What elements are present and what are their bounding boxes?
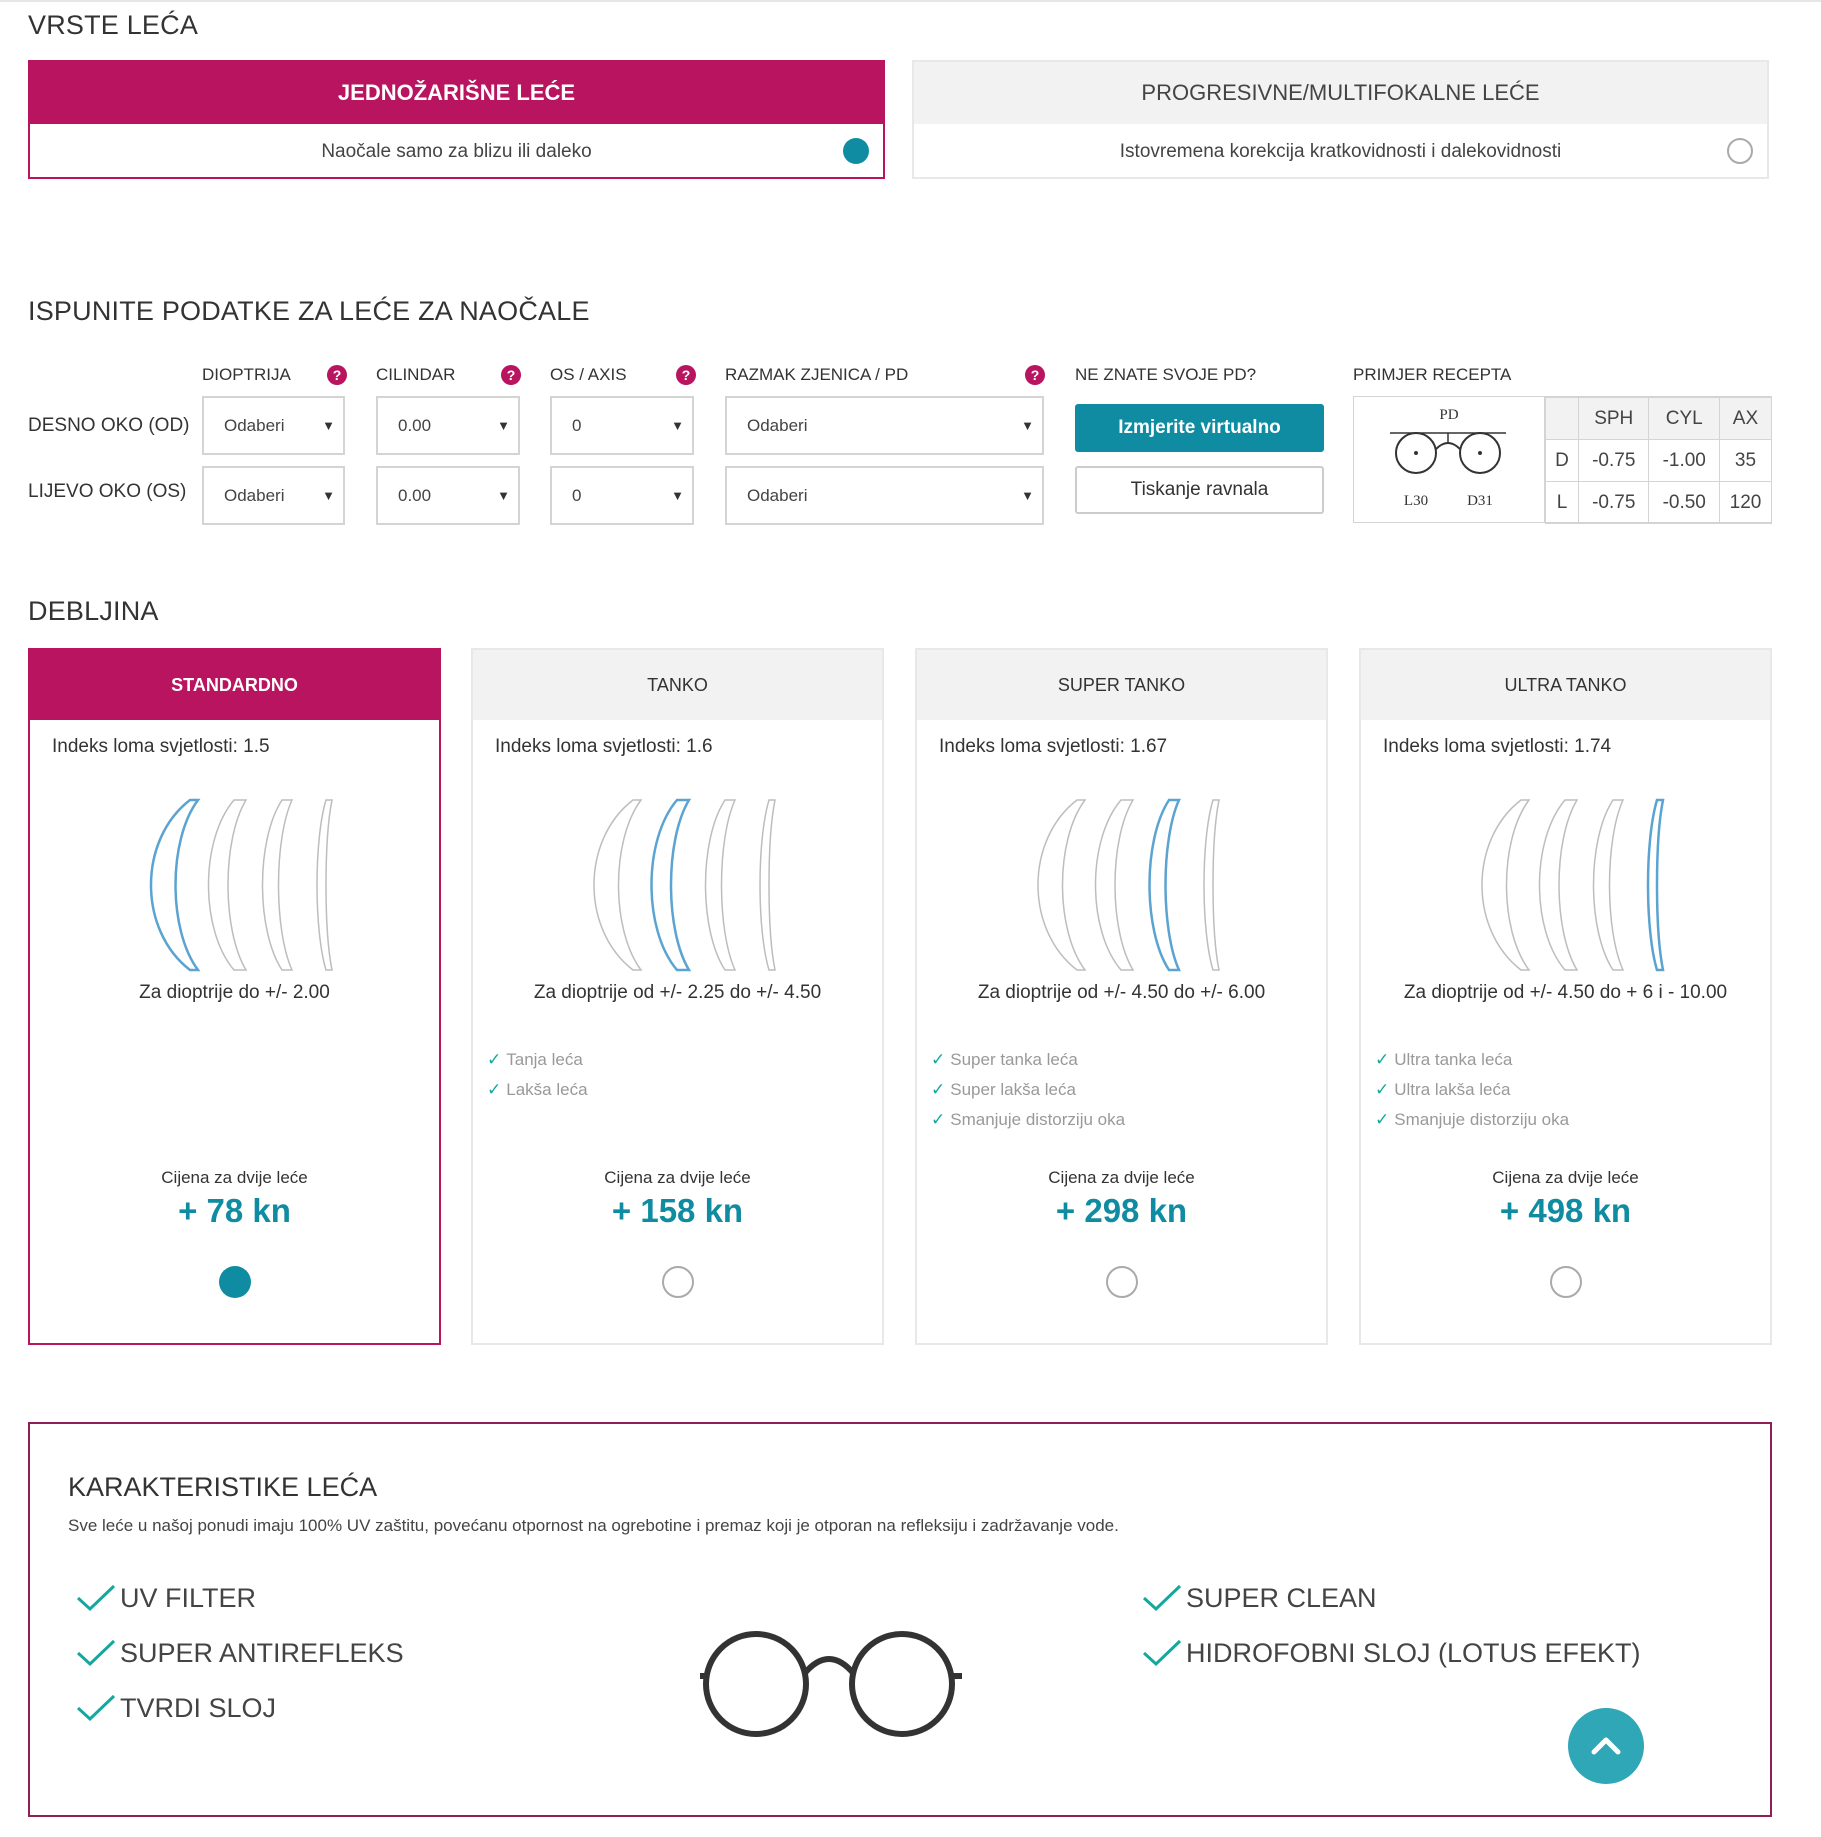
diopter-range: Za dioptrije od +/- 2.25 do +/- 4.50: [533, 982, 822, 1003]
feature-text: Super tanka leća: [950, 1050, 1078, 1069]
chevron-up-icon: [1568, 1708, 1644, 1784]
lens-shape: [263, 800, 293, 970]
chevron-down-icon: ▼: [497, 418, 510, 433]
lens-type-single-vision[interactable]: [28, 60, 885, 179]
lens-shape: [1540, 800, 1578, 970]
lens-shape: [1150, 800, 1180, 970]
lens-profile-icon: [1459, 790, 1679, 980]
select-value: Odaberi: [747, 416, 808, 435]
feature-item: [931, 1080, 1076, 1100]
lens-shape: [317, 800, 332, 970]
characteristics-subtitle: Sve leće u našoj ponudi imaju 100% UV zaštitu, povećanu otpornost na ogrebotine i premaz koji je otporan na refleksiju i zadržavanje vode.: [68, 1516, 1119, 1535]
checkmark-icon: [76, 1584, 116, 1612]
feature-item: [931, 1050, 1078, 1070]
thickness-card-super-thin[interactable]: [915, 648, 1328, 1345]
thickness-radio-selected[interactable]: [219, 1266, 251, 1298]
select-value: Odaberi: [747, 486, 808, 505]
recipe-cell: -0.75: [1579, 440, 1649, 482]
chevron-down-icon: ▼: [671, 418, 684, 433]
chevron-down-icon: ▼: [1021, 418, 1034, 433]
feature-text: Super lakša leća: [950, 1080, 1076, 1099]
column-no-pd: NE ZNATE SVOJE PD?: [1075, 365, 1257, 384]
lens-shape: [151, 800, 198, 970]
checkmark-icon: [1142, 1639, 1182, 1667]
characteristics-title: KARAKTERISTIKE LEĆA: [68, 1472, 378, 1502]
characteristic-text: UV FILTER: [120, 1583, 257, 1613]
characteristic-text: SUPER CLEAN: [1186, 1583, 1377, 1613]
refraction-index: Indeks loma svjetlosti: 1.5: [52, 736, 270, 757]
print-ruler-button[interactable]: Tiskanje ravnala: [1075, 466, 1324, 514]
question-circle-icon[interactable]: ?: [1025, 365, 1045, 385]
price-value: + 498 kn: [1499, 1192, 1632, 1229]
price-label: Cijena za dvije leće: [161, 1168, 308, 1187]
column-axis: OS / AXIS: [550, 365, 627, 384]
lens-type-radio[interactable]: [1727, 138, 1753, 164]
lens-shape: [1648, 800, 1663, 970]
checkmark-icon: [76, 1694, 116, 1722]
prescription-title: ISPUNITE PODATKE ZA LEĆE ZA NAOČALE: [28, 296, 590, 326]
lens-shape: [1594, 800, 1624, 970]
lens-characteristics-panel: [28, 1422, 1772, 1817]
feature-item: [1375, 1080, 1510, 1100]
os-cylinder-select[interactable]: [376, 466, 520, 525]
recipe-header-cyl: CYL: [1649, 398, 1719, 440]
checkmark-icon: ✓: [1375, 1080, 1390, 1099]
checkmark-icon: ✓: [931, 1110, 946, 1129]
thickness-card-thin[interactable]: [471, 648, 884, 1345]
lens-type-radio-selected[interactable]: [843, 138, 869, 164]
price-value: + 298 kn: [1055, 1192, 1188, 1229]
recipe-cell: -0.50: [1649, 482, 1719, 524]
od-cylinder-select[interactable]: [376, 396, 520, 455]
select-value: Odaberi: [224, 416, 285, 435]
glasses-icon: [700, 1624, 968, 1740]
lens-type-description: Naočale samo za blizu ili daleko: [321, 141, 592, 162]
thickness-title: DEBLJINA: [28, 596, 159, 626]
checkmark-icon: [76, 1639, 116, 1667]
recipe-cell: 120: [1719, 482, 1771, 524]
select-value: 0.00: [398, 416, 432, 435]
chevron-down-icon: ▼: [1021, 488, 1034, 503]
column-cylinder: CILINDAR: [376, 365, 456, 384]
checkmark-icon: ✓: [931, 1050, 946, 1069]
recipe-cell: D: [1546, 440, 1579, 482]
lens-type-label: PROGRESIVNE/MULTIFOKALNE LEĆE: [914, 62, 1767, 124]
lens-type-label: JEDNOŽARIŠNE LEĆE: [30, 62, 883, 124]
recipe-cell: -1.00: [1649, 440, 1719, 482]
chevron-down-icon: ▼: [322, 418, 335, 433]
thickness-card-title: TANKO: [473, 650, 882, 720]
refraction-index: Indeks loma svjetlosti: 1.67: [939, 736, 1168, 757]
lens-type-progressive[interactable]: [912, 60, 1769, 179]
thickness-radio[interactable]: [662, 1266, 694, 1298]
characteristic-text: HIDROFOBNI SLOJ (LOTUS EFEKT): [1186, 1638, 1641, 1668]
lens-shape: [1038, 800, 1085, 970]
recipe-table: [1545, 397, 1772, 524]
price-value: + 78 kn: [178, 1192, 291, 1229]
characteristic-text: SUPER ANTIREFLEKS: [120, 1638, 404, 1668]
right-pd-label: D31: [1467, 493, 1493, 509]
feature-item: [487, 1050, 583, 1070]
feature-text: Smanjuje distorziju oka: [950, 1110, 1126, 1129]
price-value: + 158 kn: [611, 1192, 744, 1229]
select-value: 0: [572, 416, 582, 435]
lens-shape: [706, 800, 736, 970]
measure-virtually-button[interactable]: Izmjerite virtualno: [1075, 404, 1324, 452]
column-example: PRIMJER RECEPTA: [1353, 365, 1512, 384]
example-recipe: [1353, 396, 1772, 523]
refraction-index: Indeks loma svjetlosti: 1.6: [495, 736, 713, 757]
recipe-cell: 35: [1719, 440, 1771, 482]
recipe-cell: -0.75: [1579, 482, 1649, 524]
feature-text: Tanja leća: [506, 1050, 583, 1069]
lens-shape: [760, 800, 775, 970]
thickness-card-title: ULTRA TANKO: [1361, 650, 1770, 720]
chevron-down-icon: ▼: [322, 488, 335, 503]
thickness-card-standard[interactable]: [28, 648, 441, 1345]
question-circle-icon[interactable]: ?: [327, 365, 347, 385]
select-value: Odaberi: [224, 486, 285, 505]
od-diopter-select[interactable]: [202, 396, 345, 455]
os-axis-select[interactable]: [550, 466, 694, 525]
refraction-index: Indeks loma svjetlosti: 1.74: [1383, 736, 1612, 757]
lens-types-title: VRSTE LEĆA: [28, 10, 199, 40]
lens-shape: [209, 800, 247, 970]
checkmark-icon: [1142, 1584, 1182, 1612]
feature-item: [1375, 1110, 1569, 1130]
lens-profile-icon: [571, 790, 791, 980]
scroll-to-top-button[interactable]: [1568, 1708, 1644, 1784]
thickness-radio[interactable]: [1106, 1266, 1138, 1298]
lens-shape: [1482, 800, 1529, 970]
characteristic-text: TVRDI SLOJ: [120, 1693, 277, 1723]
top-border: [0, 0, 1821, 4]
diopter-range: Za dioptrije od +/- 4.50 do +/- 6.00: [977, 982, 1266, 1003]
feature-text: Ultra lakša leća: [1394, 1080, 1511, 1099]
lens-shape: [1204, 800, 1219, 970]
od-pd-select[interactable]: [725, 396, 1044, 455]
feature-text: Lakša leća: [506, 1080, 588, 1099]
question-circle-icon[interactable]: ?: [676, 365, 696, 385]
chevron-down-icon: ▼: [671, 488, 684, 503]
glasses-pd-diagram: [1354, 397, 1545, 522]
thickness-card-title: STANDARDNO: [30, 650, 439, 720]
lens-type-description: Istovremena korekcija kratkovidnosti i dalekovidnosti: [1119, 141, 1562, 162]
row-left-eye-label: LIJEVO OKO (OS): [28, 481, 187, 502]
select-value: 0: [572, 486, 582, 505]
checkmark-icon: ✓: [1375, 1050, 1390, 1069]
column-diopter: DIOPTRIJA: [202, 365, 291, 384]
checkmark-icon: ✓: [931, 1080, 946, 1099]
select-value: 0.00: [398, 486, 432, 505]
recipe-cell: L: [1546, 482, 1579, 524]
question-circle-icon[interactable]: ?: [501, 365, 521, 385]
feature-text: Smanjuje distorziju oka: [1394, 1110, 1570, 1129]
row-right-eye-label: DESNO OKO (OD): [28, 415, 190, 436]
od-axis-select[interactable]: [550, 396, 694, 455]
price-label: Cijena za dvije leće: [1048, 1168, 1195, 1187]
feature-item: [487, 1080, 588, 1100]
pd-label: PD: [1439, 407, 1459, 423]
lens-shape: [652, 800, 690, 970]
thickness-radio[interactable]: [1550, 1266, 1582, 1298]
lens-shape: [1096, 800, 1134, 970]
lens-profile-icon: [1015, 790, 1235, 980]
recipe-header-sph: SPH: [1579, 398, 1649, 440]
lens-shape: [594, 800, 641, 970]
checkmark-icon: ✓: [1375, 1110, 1390, 1129]
recipe-illustration: [1354, 397, 1545, 522]
thickness-card-title: SUPER TANKO: [917, 650, 1326, 720]
diopter-range: Za dioptrije do +/- 2.00: [139, 982, 330, 1003]
thickness-card-ultra-thin[interactable]: [1359, 648, 1772, 1345]
column-pd: RAZMAK ZJENICA / PD: [725, 365, 909, 384]
os-pd-select[interactable]: [725, 466, 1044, 525]
recipe-header-ax: AX: [1719, 398, 1771, 440]
checkmark-icon: ✓: [487, 1050, 502, 1069]
feature-item: [1375, 1050, 1512, 1070]
lens-profile-icon: [128, 790, 348, 980]
feature-text: Ultra tanka leća: [1394, 1050, 1513, 1069]
chevron-down-icon: ▼: [497, 488, 510, 503]
checkmark-icon: ✓: [487, 1080, 502, 1099]
price-label: Cijena za dvije leće: [1492, 1168, 1639, 1187]
left-pd-label: L30: [1403, 493, 1429, 509]
diopter-range: Za dioptrije od +/- 4.50 do + 6 i - 10.00: [1403, 982, 1728, 1003]
feature-item: [931, 1110, 1125, 1130]
recipe-header-empty: [1546, 398, 1579, 440]
price-label: Cijena za dvije leće: [604, 1168, 751, 1187]
os-diopter-select[interactable]: [202, 466, 345, 525]
